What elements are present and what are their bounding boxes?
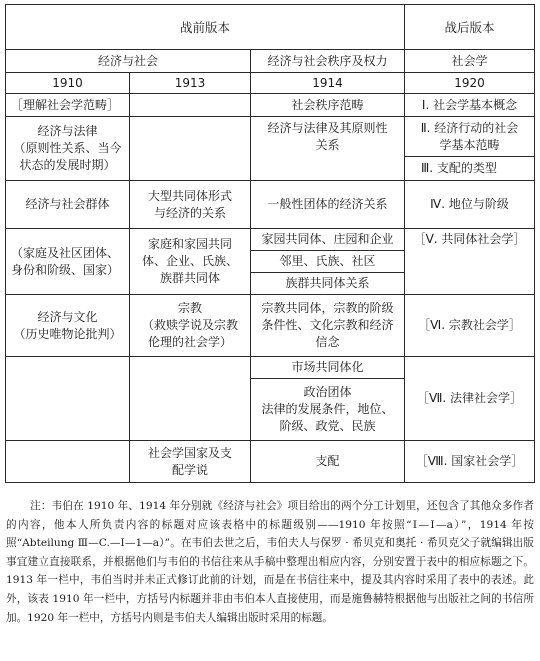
cell-1913 bbox=[130, 117, 251, 181]
cell-1913 bbox=[130, 357, 251, 441]
header-postwar: 战后版本 bbox=[405, 5, 535, 50]
header-prewar: 战前版本 bbox=[6, 5, 405, 50]
header-year-1920: 1920 bbox=[405, 73, 535, 94]
cell-1914: 支配 bbox=[251, 441, 405, 483]
header-year-1910: 1910 bbox=[6, 73, 130, 94]
cell-1920: ［Ⅶ. 法律社会学］ bbox=[405, 357, 535, 441]
cell-1913: 大型共同体形式 与经济的关系 bbox=[130, 181, 251, 229]
cell-1920: Ⅲ. 支配的类型 bbox=[405, 157, 535, 181]
cell-1910 bbox=[6, 441, 130, 483]
cell-1914: 宗教共同体，宗教的阶级 条件性、文化宗教和经济 信念 bbox=[251, 295, 405, 357]
header-wes-1910-1913: 经济与社会 bbox=[6, 50, 251, 73]
cell-1920: Ⅰ. 社会学基本概念 bbox=[405, 94, 535, 117]
cell-1920: ［Ⅴ. 共同体社会学］ bbox=[405, 229, 535, 295]
cell-1920: ［Ⅷ. 国家社会学］ bbox=[405, 441, 535, 483]
cell-1914: 政治团体 法律的发展条件，地位、 阶级、政党、民族 bbox=[251, 379, 405, 441]
footnote-text: 注：韦伯在 1910 年、1914 年分别就《经济与社会》项目给出的两个分工计划里，还包含了其他众多作者的内容，他本人所负责内容的标题对应该表格中的标题级别——1910 年按照“Ⅰ—Ⅰ—a）”，1914 年按照“Abteilung Ⅲ—C.—Ⅰ—1—a）”。在韦伯去世之后，韦伯夫人与保罗 · 希贝克和奥托 · 希贝克父子就编辑出版事宜建立直接联系，并根据他们与韦伯的书信往来从手稿中整理出相应内容，分别安置于表中的相应标题之下。1913 年一栏中，韦伯当时并未正式修订此前的计划，而是在书信往来中，提及其内容时采用了表中的表述。此外，该表 1910 年一栏中，方括号内标题并非由韦伯本人直接使用，而是施鲁赫特根据他与出版社之间的书信所加。1920 年一栏中，方括号内则是韦伯夫人编辑出版时采用的标题。 bbox=[6, 500, 534, 624]
cell-1914: 邻里、氏族、社区 bbox=[251, 251, 405, 273]
cell-1910: 经济与社会群体 bbox=[6, 181, 130, 229]
cell-1914: 家园共同体、庄园和企业 bbox=[251, 229, 405, 251]
header-sociology: 社会学 bbox=[405, 50, 535, 73]
cell-1910: 经济与法律 （原则性关系、当今 状态的发展时期） bbox=[6, 117, 130, 181]
cell-1913: 社会学国家及支 配学说 bbox=[130, 441, 251, 483]
footnote bbox=[6, 497, 534, 627]
cell-1914: 市场共同体化 bbox=[251, 357, 405, 379]
header-wes-1914: 经济与社会秩序及权力 bbox=[251, 50, 405, 73]
cell-1920: ［Ⅵ. 宗教社会学］ bbox=[405, 295, 535, 357]
header-year-1914: 1914 bbox=[251, 73, 405, 94]
header-year-1913: 1913 bbox=[130, 73, 251, 94]
cell-1913 bbox=[130, 94, 251, 117]
cell-1920: Ⅳ. 地位与阶级 bbox=[405, 181, 535, 229]
cell-1910: 经济与文化 （历史唯物论批判） bbox=[6, 295, 130, 357]
edition-comparison-table bbox=[5, 4, 535, 483]
cell-1913: 家庭和家园共同 体、企业、氏族、 族群共同体 bbox=[130, 229, 251, 295]
cell-1910 bbox=[6, 357, 130, 441]
cell-1910: ［理解社会学范畴］ bbox=[6, 94, 130, 117]
cell-1910: （家庭及社区团体、 身份和阶级、国家） bbox=[6, 229, 130, 295]
cell-1914: 族群共同体关系 bbox=[251, 273, 405, 295]
cell-1913: 宗教 （救赎学说及宗教 伦理的社会学） bbox=[130, 295, 251, 357]
cell-1914: 社会秩序范畴 bbox=[251, 94, 405, 117]
cell-1914: 一般性团体的经济关系 bbox=[251, 181, 405, 229]
cell-1920: Ⅱ. 经济行动的社会 学基本范畴 bbox=[405, 117, 535, 157]
cell-1914: 经济与法律及其原则性 关系 bbox=[251, 117, 405, 181]
